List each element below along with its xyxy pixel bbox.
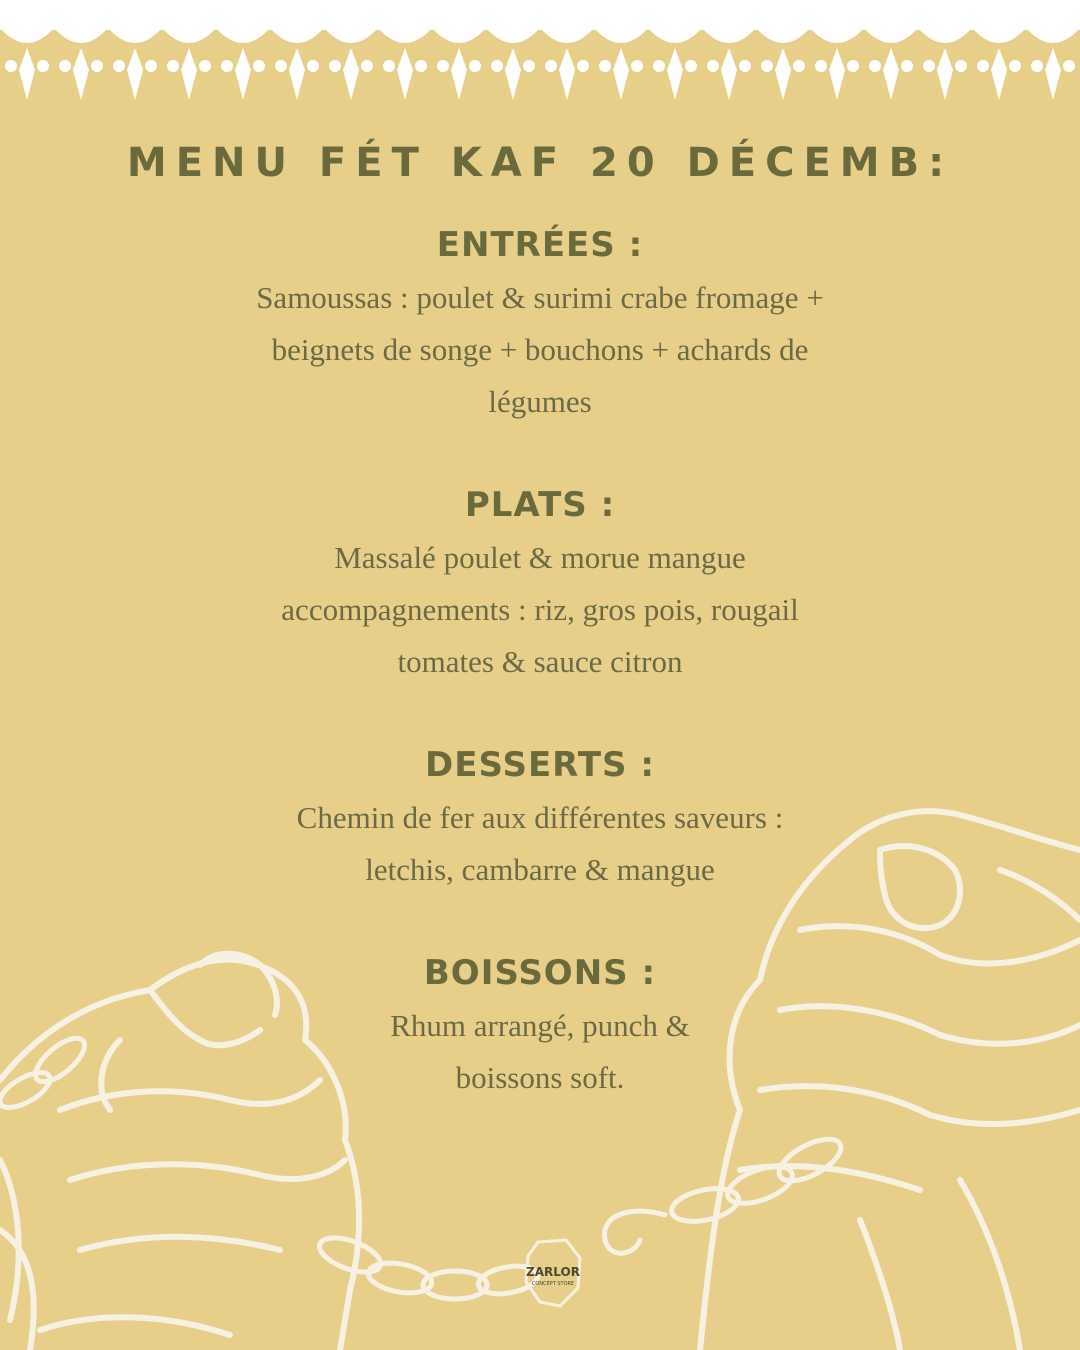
menu-line: légumes (488, 384, 592, 419)
menu-line: Rhum arrangé, punch & (390, 1008, 690, 1043)
logo-tagline: CONCEPT STORE (531, 1281, 575, 1287)
menu-title: MENU FÉT KAF 20 DÉCEMB: (126, 140, 954, 186)
logo-name: ZARLOR (526, 1265, 580, 1279)
section-plats (140, 482, 940, 688)
zarlor-logo (520, 1238, 586, 1310)
menu-line: Samoussas : poulet & surimi crabe fromage + (256, 280, 824, 315)
menu-line: accompagnements : riz, gros pois, rougail (281, 592, 799, 627)
menu-line: beignets de songe + bouchons + achards de (271, 332, 809, 367)
menu-line: tomates & sauce citron (397, 644, 683, 679)
section-entrees (140, 222, 940, 428)
section-heading: BOISSONS : (423, 953, 657, 993)
section-desserts (140, 742, 940, 896)
section-boissons (140, 950, 940, 1104)
section-heading: PLATS : (464, 485, 616, 525)
menu-line: Chemin de fer aux différentes saveurs : (296, 800, 784, 835)
section-heading: ENTRÉES : (436, 225, 644, 265)
menu-line: Massalé poulet & morue mangue (334, 540, 746, 575)
menu-line: boissons soft. (455, 1060, 625, 1095)
menu-line: letchis, cambarre & mangue (365, 852, 715, 887)
section-heading: DESSERTS : (425, 745, 655, 785)
